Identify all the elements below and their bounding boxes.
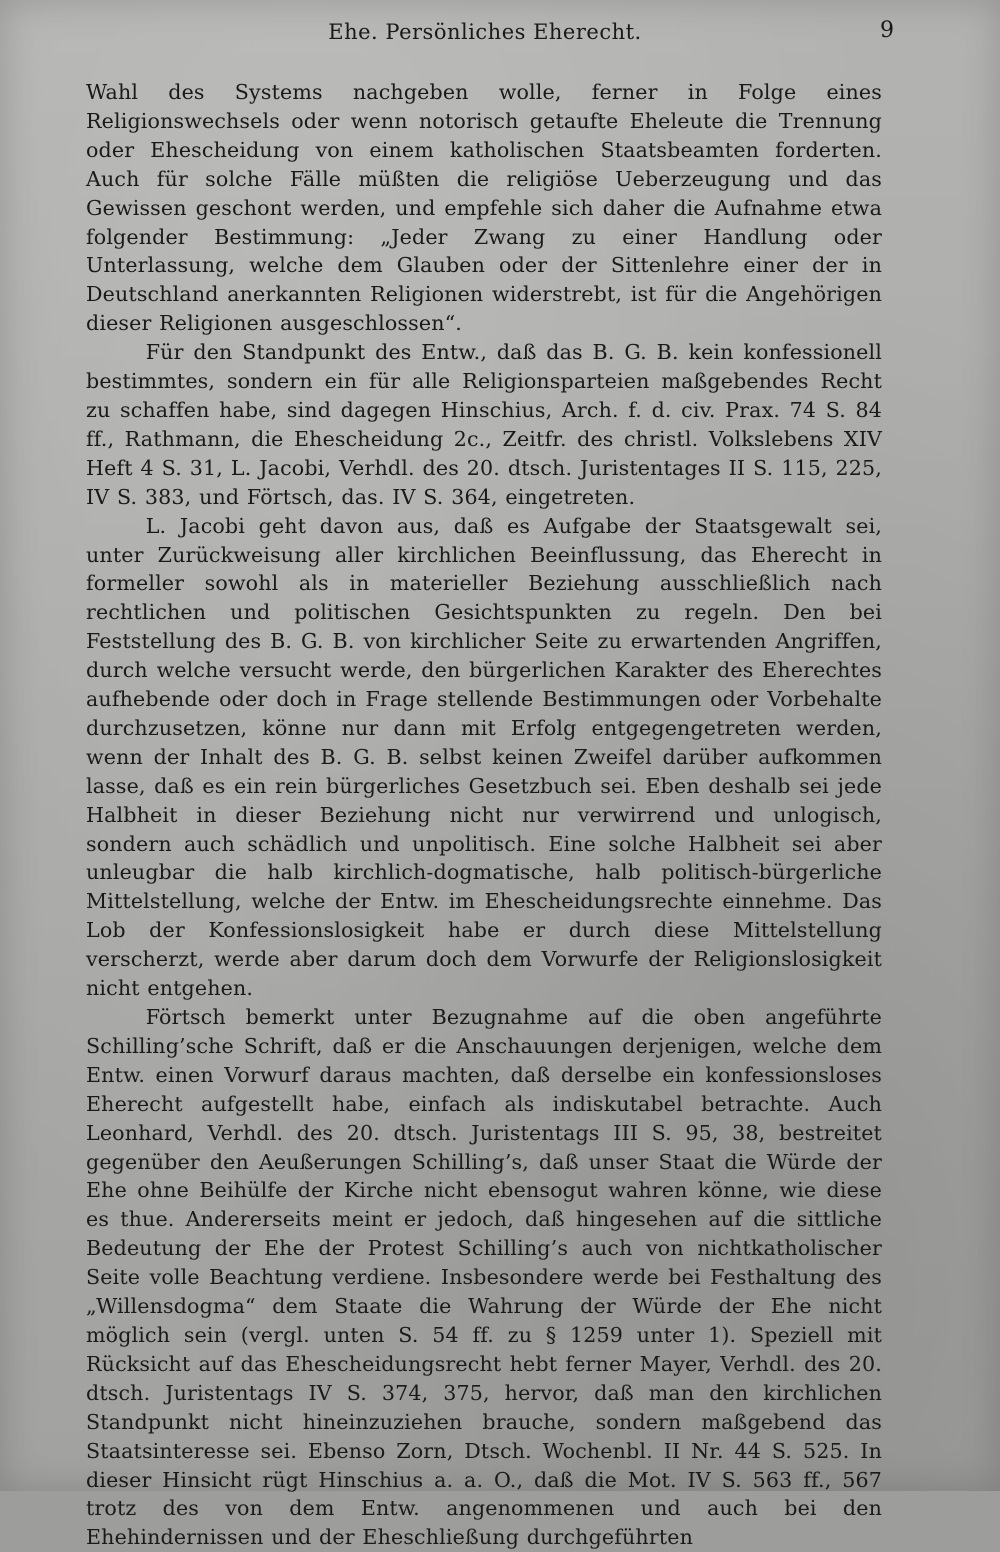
- body-text: [86, 78, 882, 1552]
- paragraph-jacobi: L. Jacobi geht davon aus, daß es Aufgabe der Staatsgewalt sei, unter Zurückweisung aller kirchlichen Beeinflussung, das Eherecht in formeller sowohl als in materieller Beziehung ausschließlich nach rechtlichen und politischen Gesichtspunkten zu regeln. Den bei Feststellung des B. G. B. von kirchlicher Seite zu erwartenden Angriffen, durch welche versucht werde, den bürgerlichen Karakter des Eherechtes aufhebende oder doch in Frage stellende Bestimmungen oder Vorbehalte durchzusetzen, könne nur dann mit Erfolg entgegengetreten werden, wenn der Inhalt des B. G. B. selbst keinen Zweifel darüber aufkommen lasse, daß es ein rein bürgerliches Gesetzbuch sei. Eben deshalb sei jede Halbheit in dieser Beziehung nicht nur verwirrend und unlogisch, sondern auch schädlich und unpolitisch. Eine solche Halbheit sei aber unleugbar die halb kirchlich-dogmatische, halb politisch-bürgerliche Mittelstellung, welche der Entw. im Ehescheidungsrechte einnehme. Das Lob der Konfessionslosigkeit habe er durch diese Mittelstellung verscherzt, werde aber darum doch dem Vorwurfe der Religionslosigkeit nicht entgehen.: [86, 513, 882, 1001]
- paragraph-foertsch: Förtsch bemerkt unter Bezugnahme auf die oben angeführte Schilling’sche Schrift, daß er die Anschauungen derjenigen, welche dem Entw. einen Vorwurf daraus machten, daß derselbe ein konfessionsloses Eherecht aufgestellt habe, einfach als indiskutabel betrachte. Auch Leonhard, Verhdl. des 20. dtsch. Juristentags III S. 95, 38, bestreitet gegenüber den Aeußerungen Schilling’s, daß unser Staat die Würde der Ehe ohne Beihülfe der Kirche nicht ebensogut wahren könne, wie diese es thue. Andererseits meint er jedoch, daß hingesehen auf die sittliche Bedeutung der Ehe der Protest Schilling’s auch von nichtkatholischer Seite volle Beachtung verdiene. Insbesondere werde bei Festhaltung des „Willensdogma“ dem Staate die Wahrung der Würde der Ehe nicht möglich sein (vergl. unten S. 54 ff. zu § 1259 unter 1). Speziell mit Rücksicht auf das Ehescheidungsrecht hebt ferner Mayer, Verhdl. des 20. dtsch. Juristentags IV S. 374, 375, hervor, daß man den kirchlichen Standpunkt nicht hineinzuziehen brauche, sondern maßgebend das Staatsinteresse sei. Ebenso Zorn, Dtsch. Wochenbl. II Nr. 44 S. 525. In dieser Hinsicht rügt Hinschius a. a. O., daß die Mot. IV S. 563 ff., 567 trotz des von dem Entw. angenommenen und auch bei den Ehehindernissen und der Eheschließung durchgeführten: [86, 1005, 882, 1550]
- paragraph-continued: Wahl des Systems nachgeben wolle, ferner in Folge eines Religionswechsels oder wenn notorisch getaufte Eheleute die Trennung oder Ehescheidung von einem katholischen Staatsbeamten forderten. Auch für solche Fälle müßten die religiöse Ueberzeugung und das Gewissen geschont werden, und empfehle sich daher die Aufnahme etwa folgender Bestimmung: „Jeder Zwang zu einer Handlung oder Unterlassung, welche dem Glauben oder der Sittenlehre einer der in Deutschland anerkannten Religionen widerstrebt, ist für die Angehörigen dieser Religionen ausgeschlossen“.: [86, 80, 882, 336]
- page-number: 9: [880, 18, 894, 43]
- paragraph-standpunkt: Für den Standpunkt des Entw., daß das B. G. B. kein konfessionell bestimmtes, sondern ein für alle Religionsparteien maßgebendes Recht zu schaffen habe, sind dagegen Hinschius, Arch. f. d. civ. Prax. 74 S. 84 ff., Rathmann, die Ehescheidung 2c., Zeitfr. des christl. Volkslebens XIV Heft 4 S. 31, L. Jacobi, Verhdl. des 20. dtsch. Juristentages II S. 115, 225, IV S. 383, und Förtsch, das. IV S. 364, eingetreten.: [86, 340, 882, 509]
- page-header: [90, 14, 894, 54]
- running-head: Ehe. Persönliches Eherecht.: [328, 20, 642, 44]
